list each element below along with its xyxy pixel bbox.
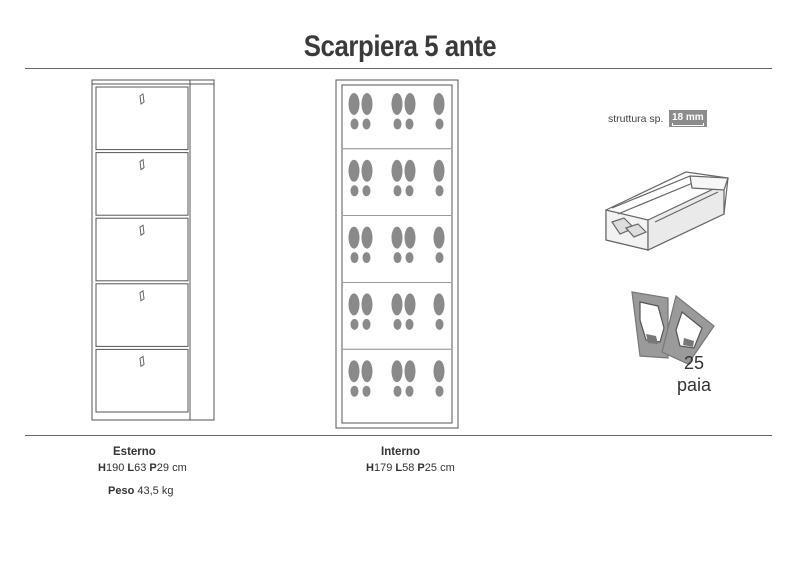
ext-l-value: 63 xyxy=(134,462,147,474)
ext-l-key: L xyxy=(127,462,135,474)
capacity-count: 25 xyxy=(684,353,705,373)
int-l-value: 58 xyxy=(402,462,415,474)
structure-thickness-label: struttura sp. xyxy=(608,113,664,125)
structure-thickness-value: 18 mm xyxy=(672,112,704,123)
internal-heading xyxy=(381,446,420,458)
ext-h-key: H xyxy=(98,462,106,474)
int-p-value: 25 xyxy=(424,462,438,474)
int-h-key: H xyxy=(366,462,374,474)
ext-p-value: 29 xyxy=(156,462,170,474)
internal-heading-text: Interno xyxy=(381,446,420,458)
external-dimensions xyxy=(98,462,187,474)
bottom-divider xyxy=(25,435,772,436)
external-heading-text: Esterno xyxy=(113,446,156,458)
ext-h-value: 190 xyxy=(105,462,125,474)
weight-key: Peso xyxy=(108,485,135,497)
external-weight xyxy=(108,485,173,497)
capacity-unit: paia xyxy=(677,375,712,395)
internal-dimensions xyxy=(366,462,455,474)
weight-value: 43,5 kg xyxy=(137,485,174,497)
capacity-label xyxy=(677,352,711,396)
int-unit: cm xyxy=(440,462,455,474)
page-title: Scarpiera 5 ante xyxy=(303,30,497,63)
int-h-value: 179 xyxy=(373,462,393,474)
int-l-key: L xyxy=(395,462,403,474)
ext-p-key: P xyxy=(149,462,157,474)
int-p-key: P xyxy=(417,462,425,474)
external-heading xyxy=(113,446,156,458)
ext-unit: cm xyxy=(172,462,187,474)
